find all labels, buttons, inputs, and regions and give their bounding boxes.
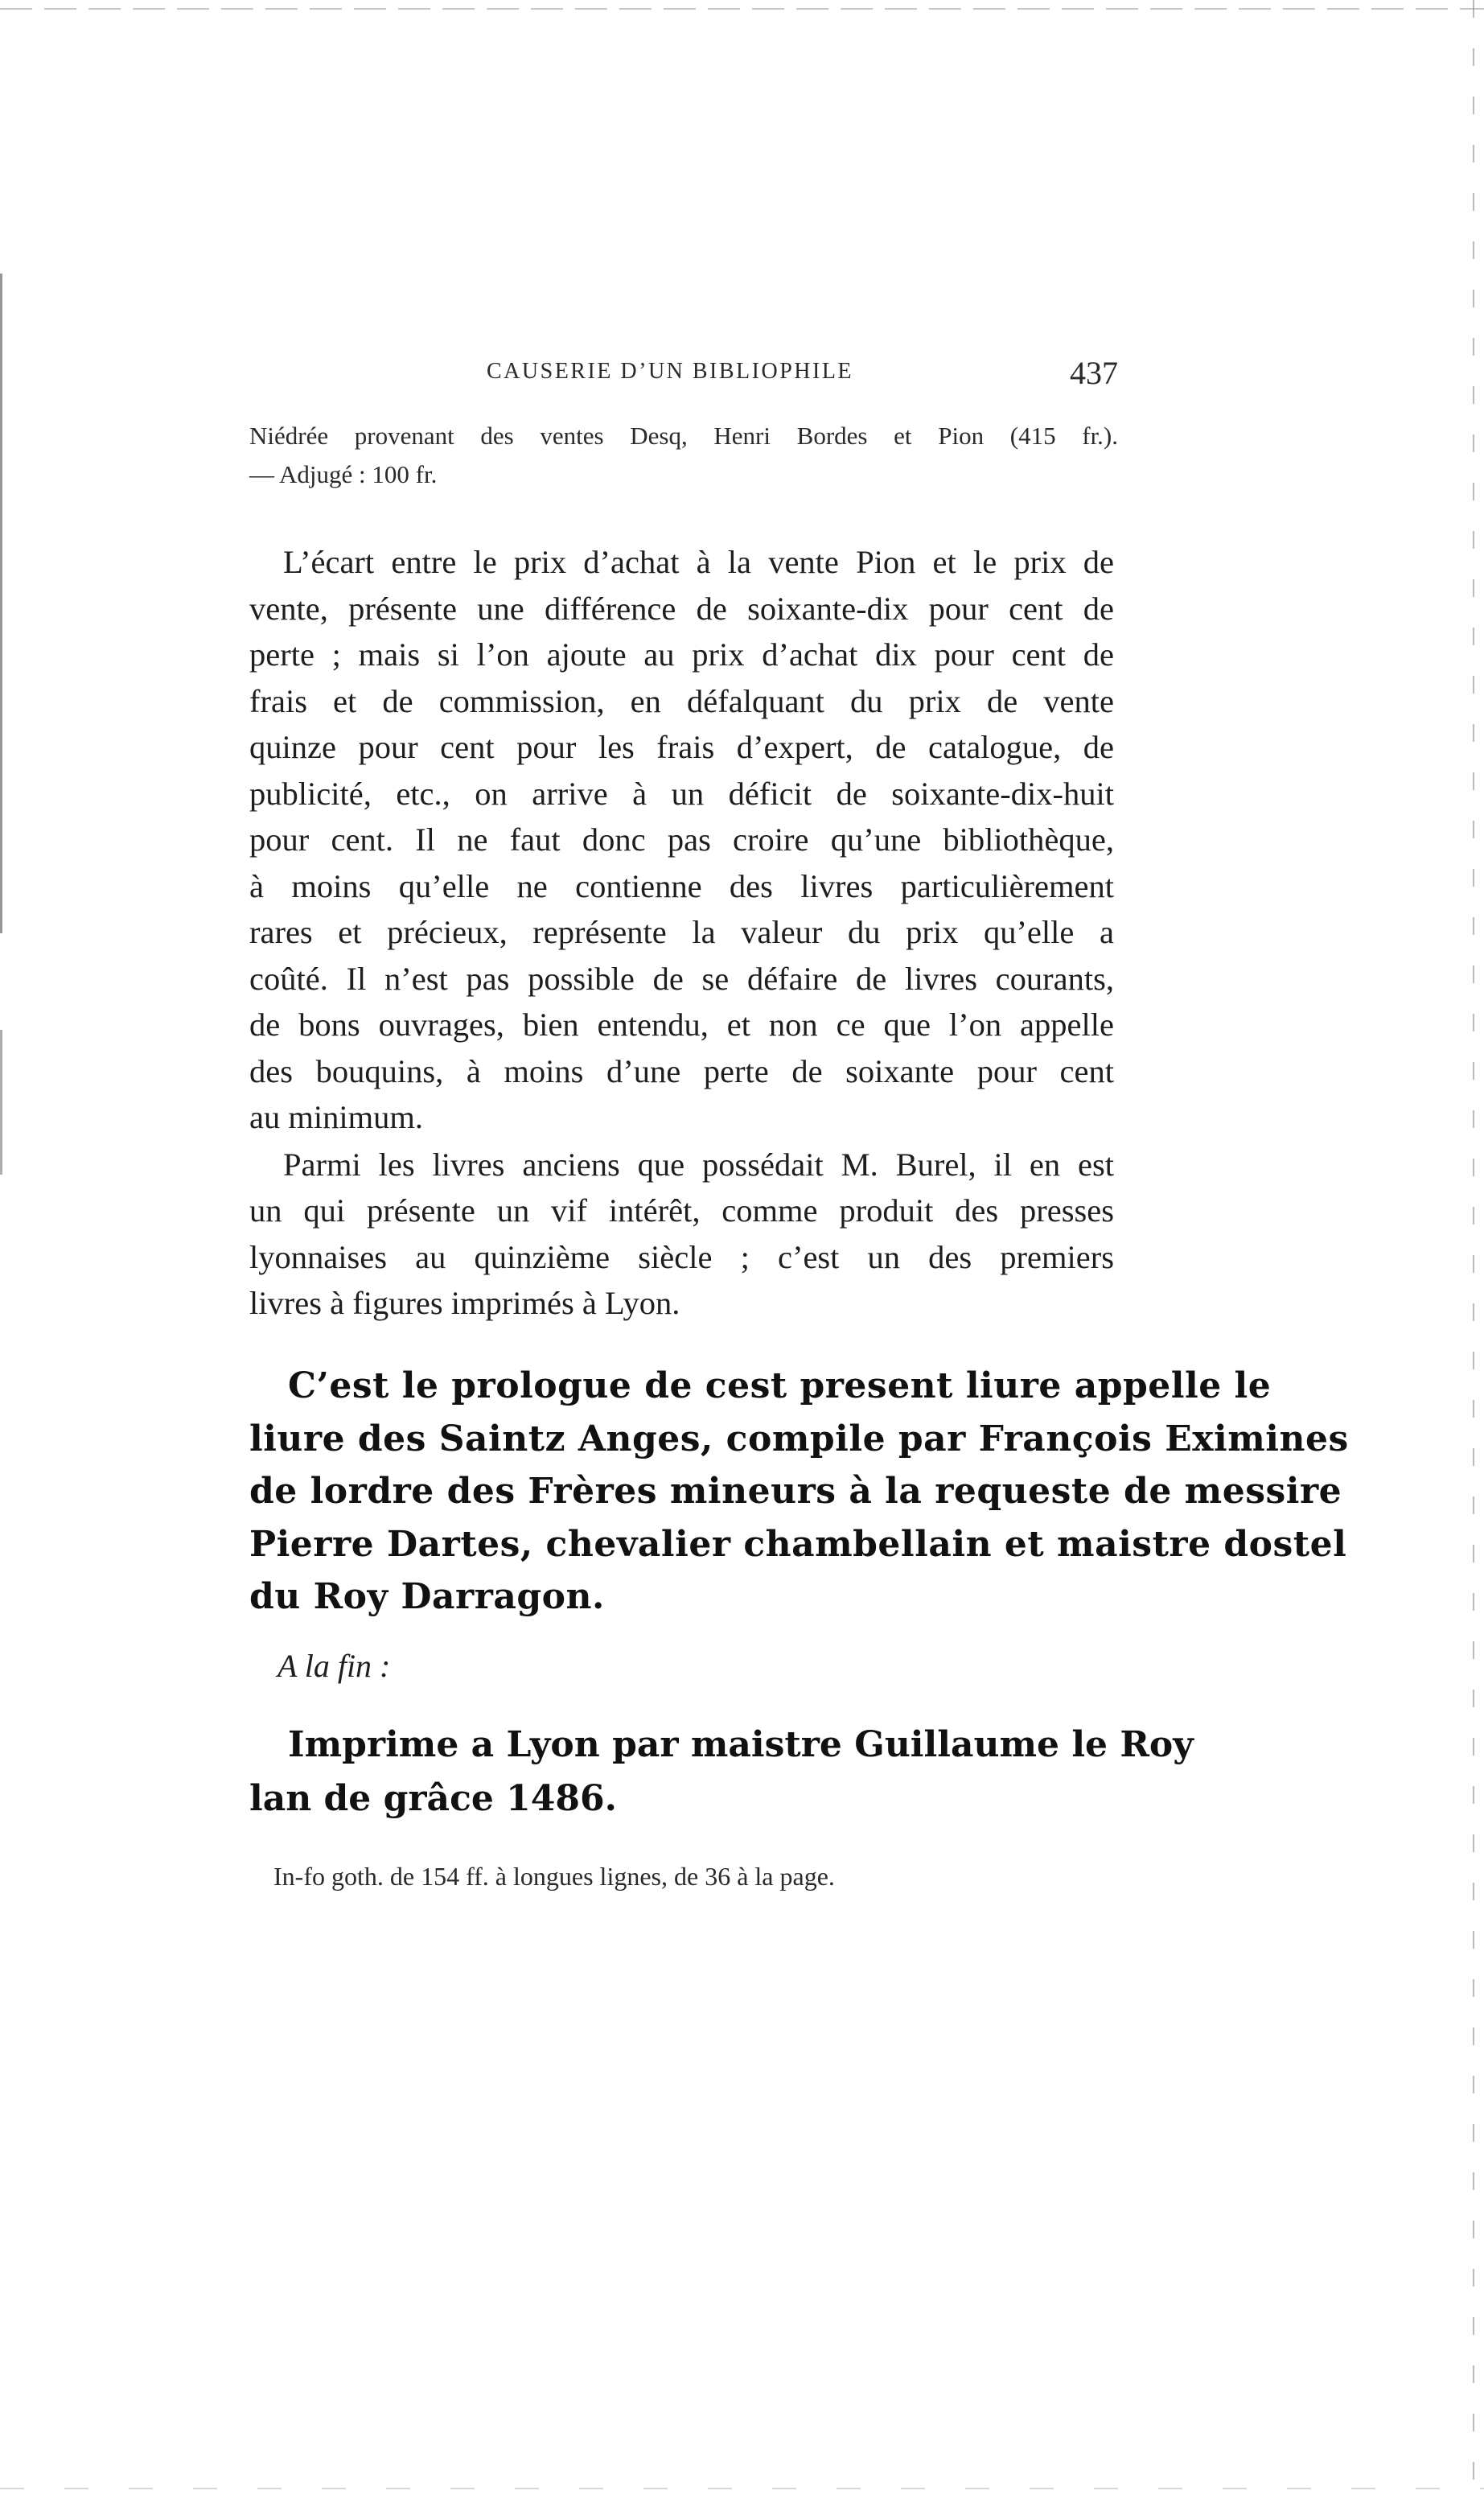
colophon-line: Imprime a Lyon par maistre Guillaume le Roy (288, 1724, 1194, 1765)
paragraph-burel-book (249, 1142, 1114, 1327)
text-line: perte ; mais si l’on ajoute au prix d’achat dix pour cent de (249, 636, 1114, 673)
scan-edge-left-lower (0, 1030, 2, 1175)
text-line: à moins qu’elle ne contienne des livres particulièrement (249, 867, 1114, 904)
text-line: lyonnaises au quinzième siècle ; c’est un des premiers (249, 1238, 1114, 1275)
gothic-line: liure des Saintz Anges, compile par François Eximines (249, 1418, 1349, 1459)
scan-edge-right (1473, 0, 1474, 2507)
text-line: livres à figures imprimés à Lyon. (249, 1285, 680, 1321)
text-line: rares et précieux, représente la valeur du prix qu’elle a (249, 914, 1114, 950)
gothic-line: C’est le prologue de cest present liure appelle le (288, 1365, 1272, 1406)
text-line: des bouquins, à moins d’une perte de soixante pour cent (249, 1052, 1114, 1089)
gothic-title-block (249, 1360, 1349, 1624)
colophon-line: lan de grâce 1486. (249, 1778, 617, 1819)
gothic-line: du Roy Darragon. (249, 1576, 605, 1617)
text-line: de bons ouvrages, bien entendu, et non ce que l’on appelle (249, 1007, 1114, 1043)
note-line: — Adjugé : 100 fr. (249, 460, 438, 488)
text-line: vente, présente une différence de soixante-dix pour cent de (249, 590, 1114, 627)
body-text (249, 539, 1114, 1328)
colophon-block (249, 1718, 1194, 1826)
text-line: frais et de commission, en défalquant du prix de vente (249, 682, 1114, 719)
text-line: coûté. Il n’est pas possible de se défaire de livres courants, (249, 960, 1114, 997)
gothic-line: de lordre des Frères mineurs à la requeste de messire (249, 1471, 1342, 1512)
page-number: 437 (1070, 355, 1118, 391)
text-line: publicité, etc., on arrive à un déficit de soixante-dix-huit (249, 775, 1114, 812)
text-line: quinze pour cent pour les frais d’expert, de catalogue, de (249, 729, 1114, 765)
collation-note: In-fo goth. de 154 ff. à longues lignes, de 36 à la page. (273, 1862, 835, 1891)
running-title: CAUSERIE D’UN BIBLIOPHILE (487, 359, 854, 384)
scan-edge-top (0, 8, 1484, 10)
text-line: L’écart entre le prix d’achat à la vente Pion et le prix de (283, 544, 1114, 580)
scan-edge-bottom (0, 2488, 1484, 2489)
text-line: un qui présente un vif intérêt, comme produit des presses (249, 1192, 1114, 1229)
text-line: Parmi les livres anciens que possédait M. Burel, il en est (283, 1146, 1114, 1183)
paragraph-price-loss (249, 539, 1114, 1141)
text-line: au minimum. (249, 1099, 423, 1135)
a-la-fin-label: A la fin : (277, 1648, 391, 1684)
page-header (249, 354, 1118, 394)
note-line: Niédrée provenant des ventes Desq, Henri Bordes et Pion (415 fr.). (249, 422, 1118, 450)
gothic-line: Pierre Dartes, chevalier chambellain et maistre dostel (249, 1523, 1347, 1565)
text-line: pour cent. Il ne faut donc pas croire qu’une bibliothèque, (249, 821, 1114, 858)
scan-edge-left (0, 274, 2, 933)
auction-note (249, 417, 1118, 494)
